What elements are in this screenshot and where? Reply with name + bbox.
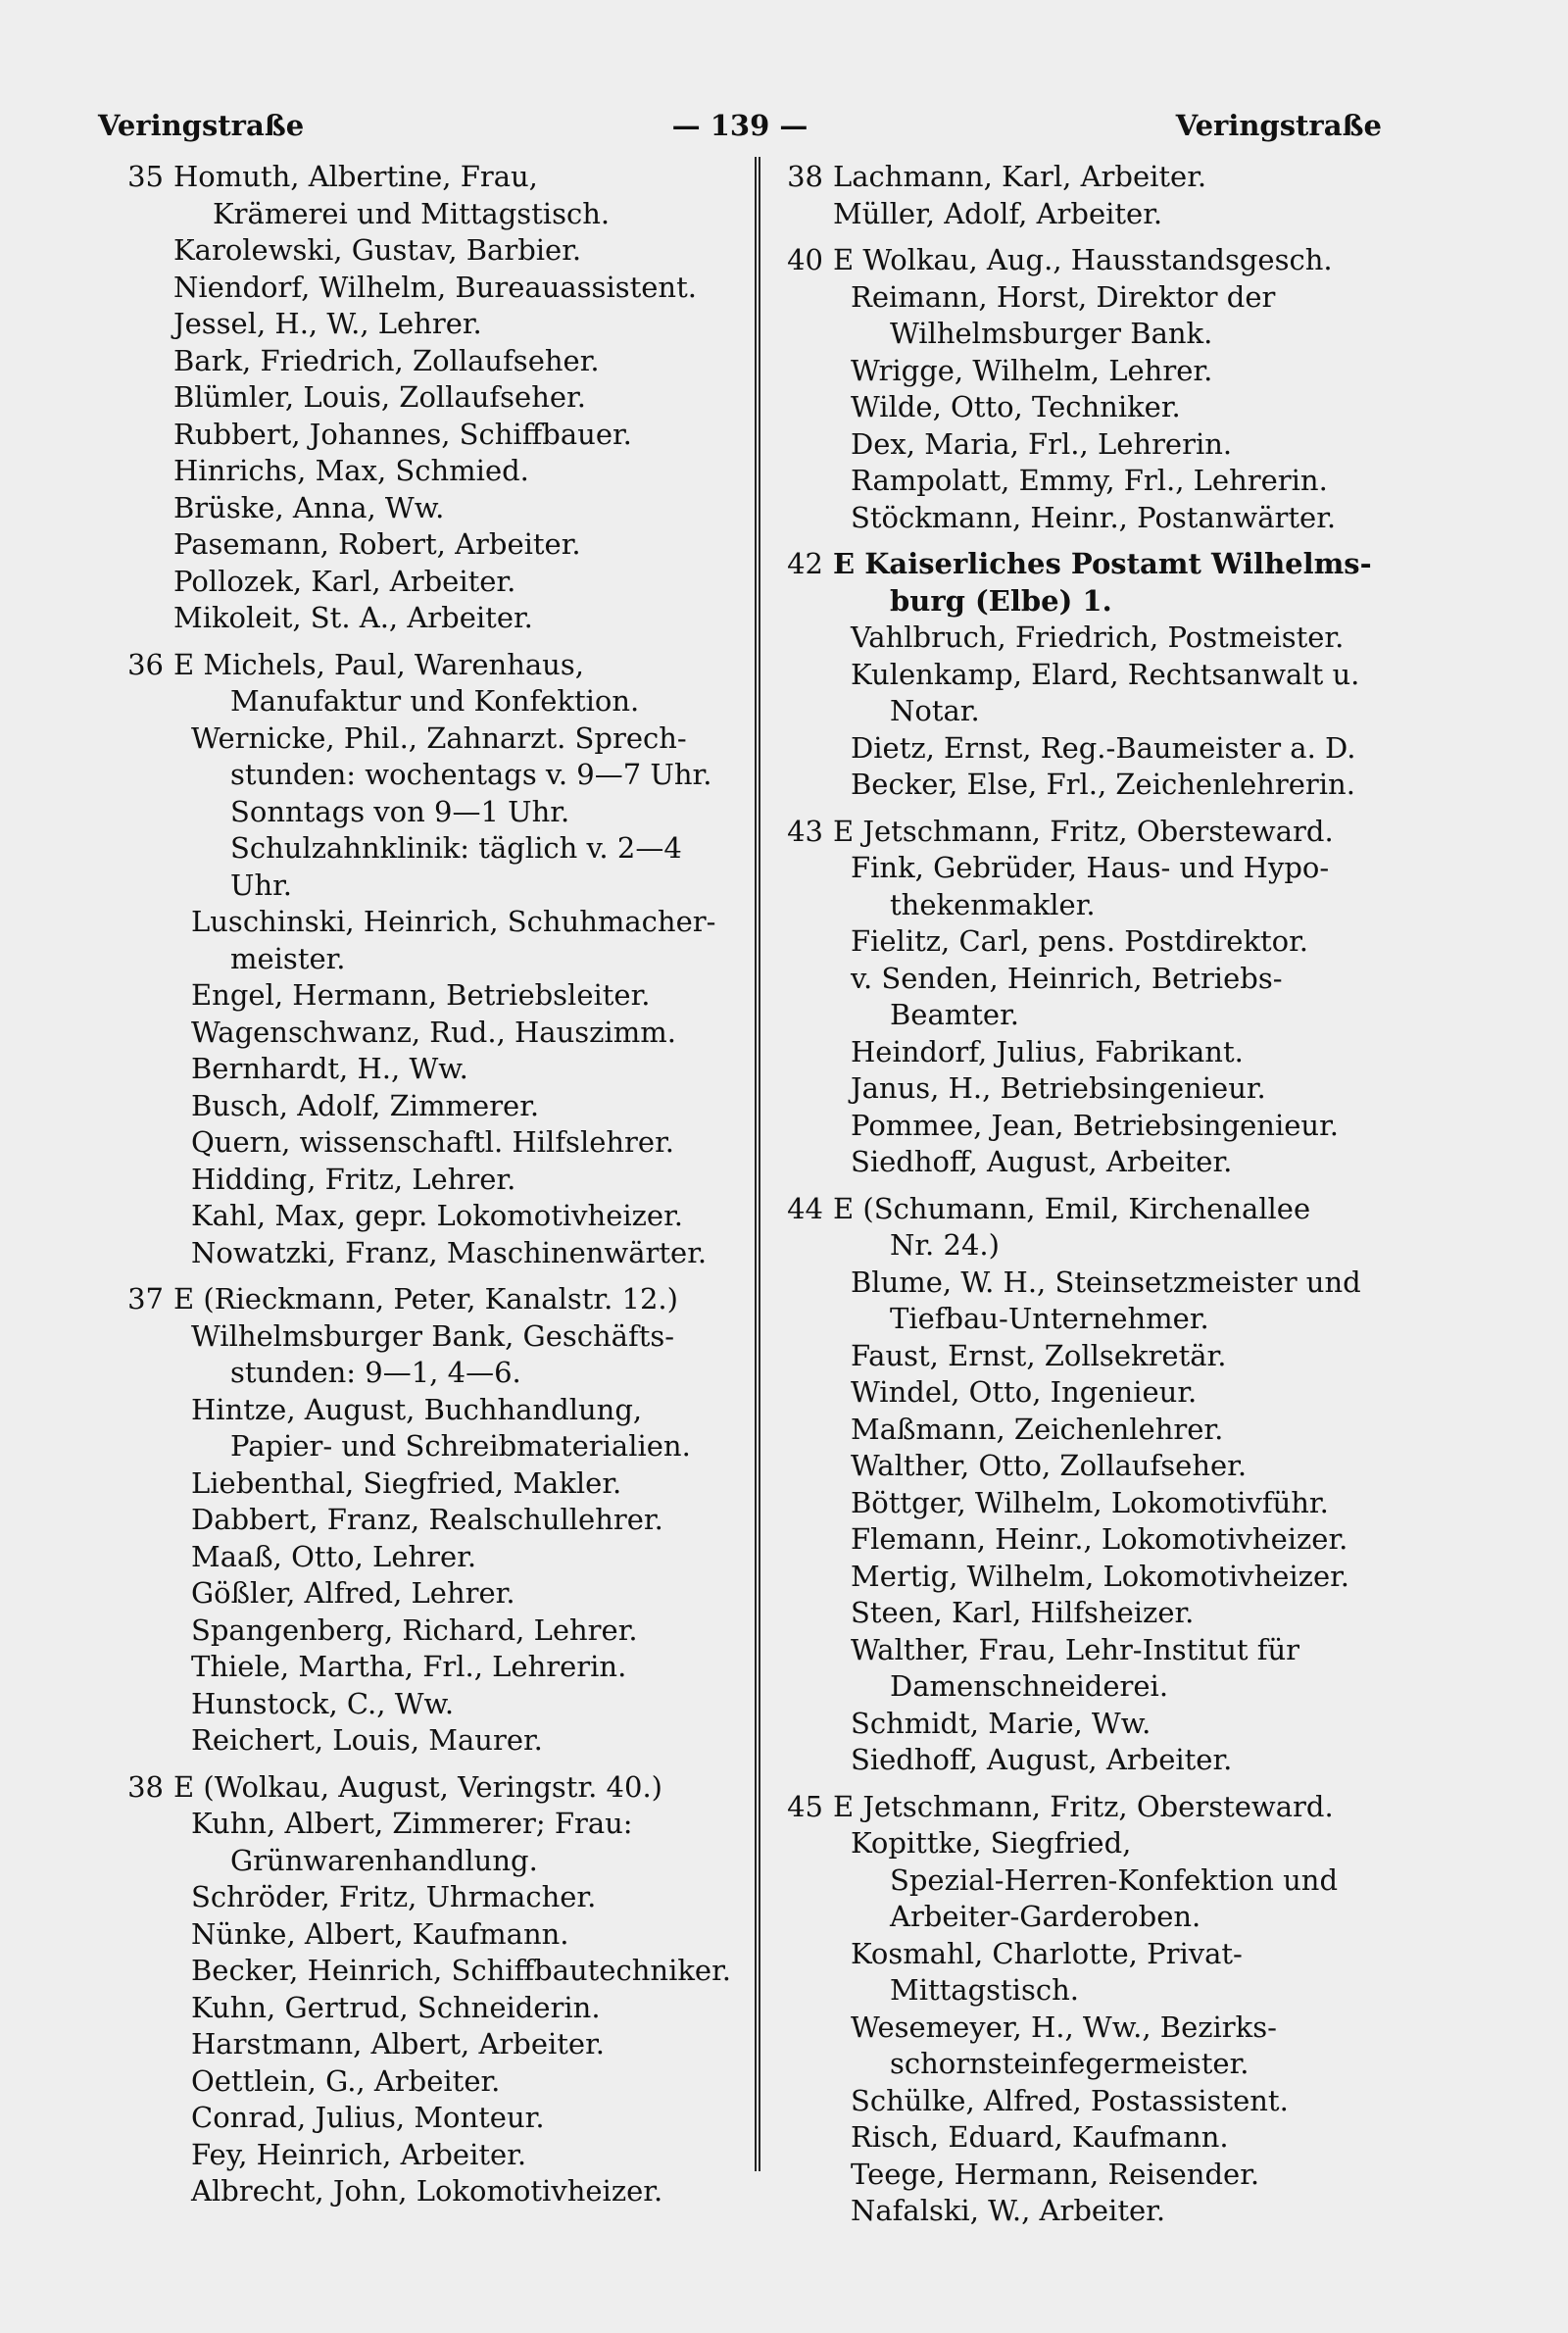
house-entry — [113, 647, 740, 1272]
house-number: 44 — [787, 1191, 823, 1225]
resident-line: Fielitz, Carl, pens. Postdirektor. — [851, 924, 1309, 958]
resident-line: Nr. 24.) — [890, 1228, 1000, 1262]
house-entry — [772, 242, 1399, 536]
resident-line: Papier- und Schreibmaterialien. — [230, 1429, 691, 1463]
resident-line: E Michels, Paul, Warenhaus, — [173, 647, 584, 681]
house-number: 38 — [127, 1769, 164, 1804]
resident-line: meister. — [230, 941, 346, 975]
resident-line: Wagenschwanz, Rud., Hauszimm. — [191, 1015, 676, 1049]
resident-line: Busch, Adolf, Zimmerer. — [191, 1088, 540, 1122]
resident-line: Pommee, Jean, Betriebsingenieur. — [851, 1108, 1339, 1142]
resident-line: Nowatzki, Franz, Maschinenwärter. — [191, 1235, 708, 1269]
resident-line: Pollozek, Karl, Arbeiter. — [173, 564, 516, 598]
resident-line: Kulenkamp, Elard, Rechtsanwalt u. — [851, 657, 1360, 691]
resident-line: Blümler, Louis, Zollaufseher. — [173, 380, 586, 414]
resident-line: Niendorf, Wilhelm, Bureauassistent. — [173, 270, 697, 304]
resident-line: Dabbert, Franz, Realschullehrer. — [191, 1503, 663, 1536]
resident-line: thekenmakler. — [890, 887, 1096, 921]
resident-line: stunden: 9—1, 4—6. — [230, 1356, 521, 1389]
house-number: 45 — [787, 1789, 823, 1823]
house-number: 43 — [787, 814, 823, 848]
resident-line: Hidding, Fritz, Lehrer. — [191, 1162, 516, 1196]
resident-line: Schülke, Alfred, Postassistent. — [851, 2083, 1289, 2117]
header-street-right: Veringstraße — [1175, 109, 1382, 142]
resident-line: Mittagstisch. — [890, 1973, 1079, 2007]
resident-line: Faust, Ernst, Zollsekretär. — [851, 1338, 1227, 1372]
resident-line: Arbeiter-Garderoben. — [890, 1900, 1201, 1933]
resident-line: Thiele, Martha, Frl., Lehrerin. — [191, 1650, 627, 1683]
resident-line: stunden: wochentags v. 9—7 Uhr. — [230, 758, 712, 791]
resident-line: E (Schumann, Emil, Kirchenallee — [833, 1191, 1311, 1225]
resident-line: Maßmann, Zeichenlehrer. — [851, 1412, 1224, 1446]
resident-line: Quern, wissenschaftl. Hilfslehrer. — [191, 1125, 674, 1159]
house-number: 37 — [127, 1282, 164, 1315]
resident-line: E Wolkau, Aug., Hausstandsgesch. — [833, 243, 1333, 276]
resident-line: Fey, Heinrich, Arbeiter. — [191, 2137, 527, 2171]
resident-line: Blume, W. H., Steinsetzmeister und — [851, 1265, 1361, 1299]
resident-line: Kahl, Max, gepr. Lokomotivheizer. — [191, 1199, 683, 1232]
resident-line: Siedhoff, August, Arbeiter. — [851, 1743, 1233, 1776]
page-header — [98, 106, 1382, 145]
resident-line: burg (Elbe) 1. — [890, 583, 1112, 618]
right-column — [772, 159, 1399, 2240]
house-entry — [772, 159, 1399, 232]
resident-line: Reimann, Horst, Direktor der — [851, 279, 1276, 314]
resident-line: Dex, Maria, Frl., Lehrerin. — [851, 426, 1233, 461]
resident-line: Maaß, Otto, Lehrer. — [191, 1539, 477, 1573]
header-street-left: Veringstraße — [98, 109, 305, 142]
resident-line: Böttger, Wilhelm, Lokomotivführ. — [851, 1485, 1329, 1519]
resident-line: v. Senden, Heinrich, Betriebs- — [851, 961, 1283, 995]
resident-line: Damenschneiderei. — [890, 1669, 1169, 1703]
resident-line: Heindorf, Julius, Fabrikant. — [851, 1034, 1244, 1068]
resident-line: Müller, Adolf, Arbeiter. — [833, 196, 1163, 230]
resident-line: Flemann, Heinr., Lokomotivheizer. — [851, 1522, 1348, 1556]
resident-line: Kosmahl, Charlotte, Privat- — [851, 1936, 1243, 1970]
resident-line: Oettlein, G., Arbeiter. — [191, 2063, 501, 2098]
resident-line: Janus, H., Betriebsingenieur. — [851, 1071, 1266, 1105]
resident-line: Lachmann, Karl, Arbeiter. — [833, 160, 1207, 193]
house-entry — [113, 1769, 740, 2210]
resident-line: Schmidt, Marie, Ww. — [851, 1706, 1152, 1740]
resident-line: Wesemeyer, H., Ww., Bezirks- — [851, 2010, 1277, 2044]
resident-line: Mertig, Wilhelm, Lokomotivheizer. — [851, 1559, 1350, 1593]
house-entry — [772, 814, 1399, 1181]
column-divider — [755, 157, 760, 2171]
resident-line: Bark, Friedrich, Zollaufseher. — [173, 343, 600, 377]
resident-line: Kuhn, Albert, Zimmerer; Frau: — [191, 1807, 633, 1840]
house-entry — [772, 546, 1399, 804]
resident-line: Windel, Otto, Ingenieur. — [851, 1375, 1198, 1409]
resident-line: Wilhelmsburger Bank, Geschäfts- — [191, 1318, 675, 1353]
resident-line: E Jetschmann, Fritz, Obersteward. — [833, 814, 1334, 848]
page-number: — 139 — — [671, 109, 808, 142]
resident-line: Schulzahnklinik: täglich v. 2—4 — [230, 831, 682, 865]
resident-line: Schröder, Fritz, Uhrmacher. — [191, 1880, 597, 1913]
house-number: 35 — [127, 160, 164, 193]
resident-line: Beamter. — [890, 998, 1019, 1031]
resident-line: Homuth, Albertine, Frau, — [173, 160, 538, 193]
resident-line: Nünke, Albert, Kaufmann. — [191, 1916, 569, 1951]
resident-line: Bernhardt, H., Ww. — [191, 1052, 468, 1085]
resident-line: Brüske, Anna, Ww. — [173, 490, 445, 524]
resident-line: Manufaktur und Konfektion. — [230, 684, 640, 718]
resident-line: Wrigge, Wilhelm, Lehrer. — [851, 353, 1213, 387]
resident-line: Stöckmann, Heinr., Postanwärter. — [851, 500, 1337, 534]
house-entry — [772, 1191, 1399, 1779]
resident-line: Albrecht, John, Lokomotivheizer. — [191, 2174, 663, 2208]
resident-line: Walther, Frau, Lehr-Institut für — [851, 1632, 1300, 1666]
resident-line: Wernicke, Phil., Zahnarzt. Sprech- — [191, 720, 687, 755]
resident-line: Tiefbau-Unternehmer. — [890, 1302, 1209, 1335]
resident-line: Hintze, August, Buchhandlung, — [191, 1392, 643, 1426]
resident-line: Rubbert, Johannes, Schiffbauer. — [173, 417, 632, 451]
resident-line: Vahlbruch, Friedrich, Postmeister. — [851, 620, 1345, 654]
house-number: 36 — [127, 647, 164, 681]
resident-line: E Kaiserliches Postamt Wilhelms- — [833, 547, 1372, 580]
resident-line: E (Wolkau, August, Veringstr. 40.) — [173, 1769, 662, 1804]
resident-line: Karolewski, Gustav, Barbier. — [173, 233, 582, 267]
resident-line: Rampolatt, Emmy, Frl., Lehrerin. — [851, 464, 1328, 497]
resident-line: Spangenberg, Richard, Lehrer. — [191, 1613, 638, 1647]
resident-line: Becker, Heinrich, Schiffbautechniker. — [191, 1954, 731, 1987]
resident-line: Uhr. — [230, 868, 293, 902]
house-entry — [113, 159, 740, 637]
resident-line: Teege, Hermann, Reisender. — [851, 2157, 1260, 2191]
resident-line: Hunstock, C., Ww. — [191, 1686, 455, 1720]
resident-line: E (Rieckmann, Peter, Kanalstr. 12.) — [173, 1282, 678, 1315]
house-entry — [113, 1281, 740, 1760]
resident-line: Nafalski, W., Arbeiter. — [851, 2194, 1166, 2227]
resident-line: E Jetschmann, Fritz, Obersteward. — [833, 1789, 1334, 1823]
left-column — [113, 159, 740, 2220]
resident-line: Hinrichs, Max, Schmied. — [173, 454, 529, 487]
resident-line: Conrad, Julius, Monteur. — [191, 2101, 545, 2134]
resident-line: Spezial-Herren-Konfektion und — [890, 1862, 1339, 1897]
resident-line: Mikoleit, St. A., Arbeiter. — [173, 601, 533, 634]
resident-line: Pasemann, Robert, Arbeiter. — [173, 527, 581, 561]
resident-line: Krämerei und Mittagstisch. — [213, 196, 611, 230]
resident-line: Engel, Hermann, Betriebsleiter. — [191, 978, 651, 1012]
resident-line: Jessel, H., W., Lehrer. — [173, 307, 482, 340]
resident-line: Walther, Otto, Zollaufseher. — [851, 1449, 1248, 1482]
resident-line: Risch, Eduard, Kaufmann. — [851, 2120, 1229, 2154]
resident-line: Siedhoff, August, Arbeiter. — [851, 1145, 1233, 1178]
resident-line: Luschinski, Heinrich, Schuhmacher- — [191, 905, 716, 938]
house-entry — [772, 1789, 1399, 2230]
resident-line: Gößler, Alfred, Lehrer. — [191, 1576, 515, 1610]
resident-line: Grünwarenhandlung. — [230, 1843, 538, 1877]
resident-line: Wilhelmsburger Bank. — [890, 317, 1213, 350]
resident-line: Harstmann, Albert, Arbeiter. — [191, 2027, 605, 2060]
resident-line: Notar. — [890, 694, 980, 727]
resident-line: Kuhn, Gertrud, Schneiderin. — [191, 1990, 601, 2024]
resident-line: Dietz, Ernst, Reg.-Baumeister a. D. — [851, 730, 1356, 765]
resident-line: Wilde, Otto, Techniker. — [851, 390, 1181, 423]
resident-line: Fink, Gebrüder, Haus- und Hypo- — [851, 851, 1330, 884]
resident-line: schornsteinfegermeister. — [890, 2047, 1250, 2080]
resident-line: Kopittke, Siegfried, — [851, 1826, 1132, 1860]
house-number: 42 — [787, 547, 823, 580]
resident-line: Reichert, Louis, Maurer. — [191, 1723, 543, 1757]
resident-line: Liebenthal, Siegfried, Makler. — [191, 1465, 622, 1500]
resident-line: Sonntags von 9—1 Uhr. — [230, 794, 570, 828]
house-number: 38 — [787, 160, 823, 193]
house-number: 40 — [787, 243, 823, 276]
resident-line: Becker, Else, Frl., Zeichenlehrerin. — [851, 768, 1355, 801]
resident-line: Steen, Karl, Hilfsheizer. — [851, 1596, 1195, 1629]
